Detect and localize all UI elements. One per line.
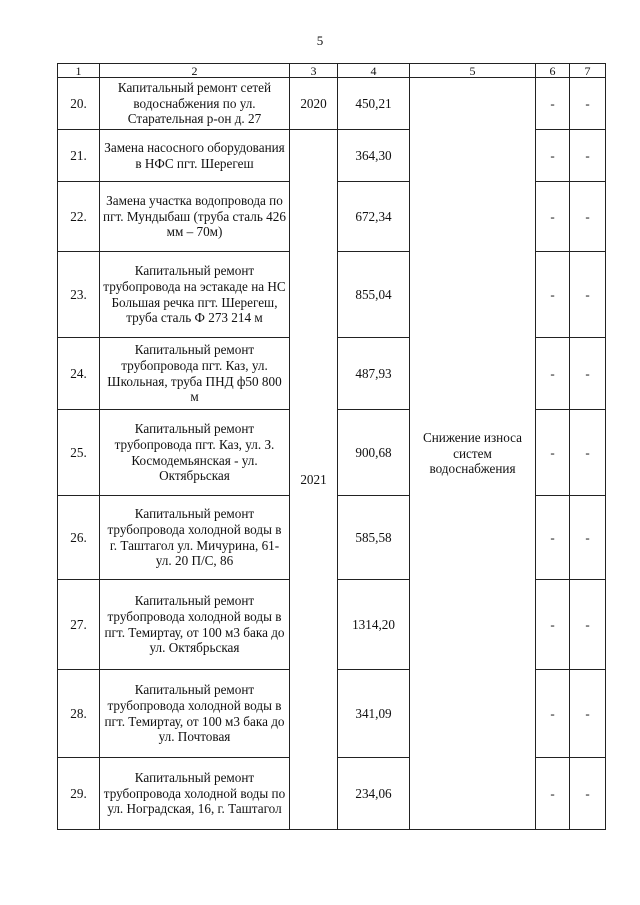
row-number: 28. [58,670,100,758]
header-cell: 5 [410,64,536,78]
col7-cell: - [570,130,606,182]
work-description: Капитальный ремонт трубопровода холодной воды в пгт. Темиртау, от 100 м3 бака до ул. Почтовая [100,670,290,758]
header-row [58,64,606,78]
header-cell: 4 [338,64,410,78]
row-number: 23. [58,252,100,338]
col6-cell: - [536,496,570,580]
col6-cell: - [536,78,570,130]
work-description: Капитальный ремонт сетей водоснабжения по ул. Старательная р-он д. 27 [100,78,290,130]
work-description: Капитальный ремонт трубопровода пгт. Каз, ул. З. Космодемьянская - ул. Октябрьская [100,410,290,496]
work-description: Капитальный ремонт трубопровода холодной воды по ул. Ноградская, 16, г. Таштагол [100,758,290,830]
row-number: 22. [58,182,100,252]
col7-cell: - [570,758,606,830]
cost-cell: 450,21 [338,78,410,130]
work-description: Замена насосного оборудования в НФС пгт. Шерегеш [100,130,290,182]
col6-cell: - [536,670,570,758]
page-number: 5 [316,33,324,48]
col6-cell: - [536,758,570,830]
table-row [58,78,606,130]
work-description: Капитальный ремонт трубопровода холодной воды в пгт. Темиртау, от 100 м3 бака до ул. Октябрьская [100,580,290,670]
row-number: 20. [58,78,100,130]
cost-cell: 855,04 [338,252,410,338]
goal-cell: Снижение износа систем водоснабжения [410,78,536,830]
col7-cell: - [570,670,606,758]
cost-cell: 585,58 [338,496,410,580]
cost-cell: 341,09 [338,670,410,758]
col6-cell: - [536,580,570,670]
row-number: 27. [58,580,100,670]
work-description: Капитальный ремонт трубопровода на эстакаде на НС Большая речка пгт. Шерегеш, труба сталь Ф 273 214 м [100,252,290,338]
col7-cell: - [570,182,606,252]
year-cell-merged: 2021 [290,130,338,830]
header-cell: 6 [536,64,570,78]
row-number: 24. [58,338,100,410]
header-cell: 7 [570,64,606,78]
col6-cell: - [536,338,570,410]
col6-cell: - [536,130,570,182]
work-description: Капитальный ремонт трубопровода холодной воды в г. Таштагол ул. Мичурина, 61- ул. 20 П/С, 86 [100,496,290,580]
col6-cell: - [536,410,570,496]
col7-cell: - [570,410,606,496]
cost-cell: 1314,20 [338,580,410,670]
row-number: 25. [58,410,100,496]
row-number: 21. [58,130,100,182]
cost-cell: 487,93 [338,338,410,410]
work-description: Капитальный ремонт трубопровода пгт. Каз, ул. Школьная, труба ПНД ф50 800 м [100,338,290,410]
header-cell: 1 [58,64,100,78]
col7-cell: - [570,252,606,338]
col6-cell: - [536,182,570,252]
works-table [57,63,606,830]
cost-cell: 672,34 [338,182,410,252]
col7-cell: - [570,78,606,130]
col7-cell: - [570,496,606,580]
year-cell: 2020 [290,78,338,130]
header-cell: 2 [100,64,290,78]
cost-cell: 900,68 [338,410,410,496]
cost-cell: 364,30 [338,130,410,182]
col7-cell: - [570,580,606,670]
header-cell: 3 [290,64,338,78]
cost-cell: 234,06 [338,758,410,830]
work-description: Замена участка водопровода по пгт. Мундыбаш (труба сталь 426 мм – 70м) [100,182,290,252]
col6-cell: - [536,252,570,338]
row-number: 26. [58,496,100,580]
col7-cell: - [570,338,606,410]
row-number: 29. [58,758,100,830]
